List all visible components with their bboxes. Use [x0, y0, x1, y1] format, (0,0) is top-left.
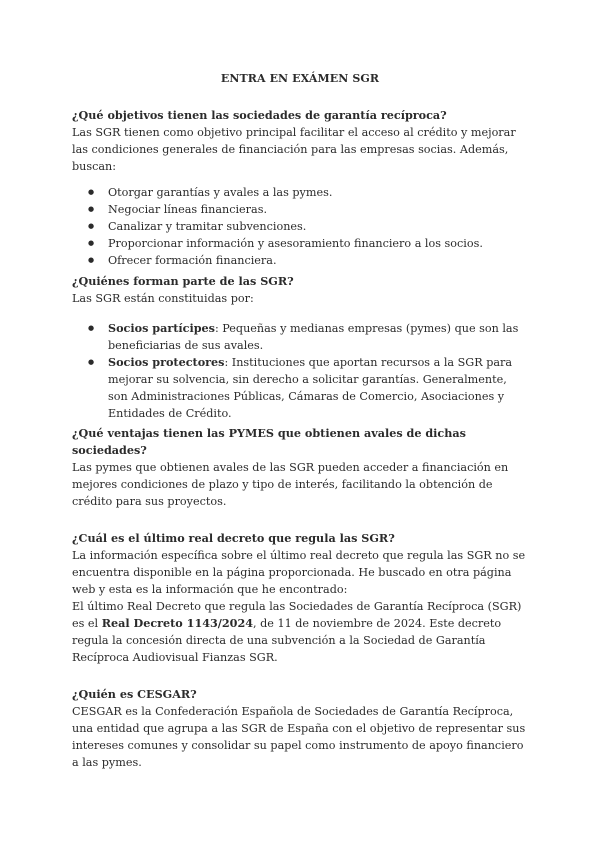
section-real-decreto	[72, 530, 528, 666]
term-label: Socios partícipes	[108, 321, 215, 335]
paragraph: Las pymes que obtienen avales de las SGR pueden acceder a financiación en mejores condiciones de plazo y tipo de interés, facilitando la obtención de crédito para sus proyectos.	[72, 461, 509, 508]
decree-name: Real Decreto 1143/2024	[101, 616, 254, 630]
bullet-list	[72, 184, 528, 269]
question-heading: ¿Qué ventajas tienen las PYMES que obtienen avales de dichas sociedades?	[72, 426, 466, 457]
list-item	[108, 320, 528, 354]
paragraph	[72, 598, 528, 666]
section-quienes	[72, 273, 528, 422]
paragraph: Las SGR tienen como objetivo principal facilitar el acceso al crédito y mejorar las condiciones generales de financiación para las empresas socias. Además, buscan:	[72, 126, 516, 173]
term-description: : Instituciones que aportan recursos a la SGR para mejorar su solvencia, sin derecho a solicitar garantías. Generalmente, son Administraciones Públicas, Cámaras de Comercio, Asociaciones y Entidades de Crédito.	[108, 356, 513, 420]
text-run: , de 11 de noviembre de 2024. Este decreto regula la concesión directa de una subvención a la Sociedad de Garantía Recíproca Audiovisual Fianzas SGR.	[72, 617, 502, 664]
list-item: ● Otorgar garantías y avales a las pymes.	[108, 184, 528, 201]
paragraph: CESGAR es la Confederación Española de Sociedades de Garantía Recíproca, una entidad que agrupa a las SGR de España con el objetivo de representar sus intereses comunes y consolidar su papel como instrumento de apoyo financiero a las pymes.	[72, 705, 526, 769]
paragraph: Las SGR están constituidas por:	[72, 292, 254, 305]
section-objetivos	[72, 107, 528, 269]
document-title: ENTRA EN EXÁMEN SGR	[220, 72, 380, 85]
section-cesgar	[72, 686, 528, 771]
question-heading: ¿Qué objetivos tienen las sociedades de garantía recíproca?	[72, 108, 447, 122]
bullet-list	[72, 320, 528, 422]
section-ventajas	[72, 425, 528, 510]
question-heading: ¿Quién es CESGAR?	[72, 687, 197, 701]
paragraph: La información específica sobre el último real decreto que regula las SGR no se encuentra disponible en la página proporcionada. He buscado en otra página web y esta es la información que he encontrado:	[72, 549, 526, 596]
list-item	[108, 354, 528, 422]
term-description: : Pequeñas y medianas empresas (pymes) que son las beneficiarias de sus avales.	[108, 322, 519, 352]
question-heading: ¿Quiénes forman parte de las SGR?	[72, 274, 294, 288]
list-item: ● Proporcionar información y asesoramiento financiero a los socios.	[108, 235, 528, 252]
question-heading: ¿Cuál es el último real decreto que regula las SGR?	[72, 531, 395, 545]
list-item: ● Ofrecer formación financiera.	[108, 252, 528, 269]
list-item: ● Negociar líneas financieras.	[108, 201, 528, 218]
text-run: El último Real Decreto que regula las Sociedades de Garantía Recíproca (SGR) es el	[72, 600, 522, 630]
list-item: ● Canalizar y tramitar subvenciones.	[108, 218, 528, 235]
term-label: Socios protectores	[108, 355, 225, 369]
